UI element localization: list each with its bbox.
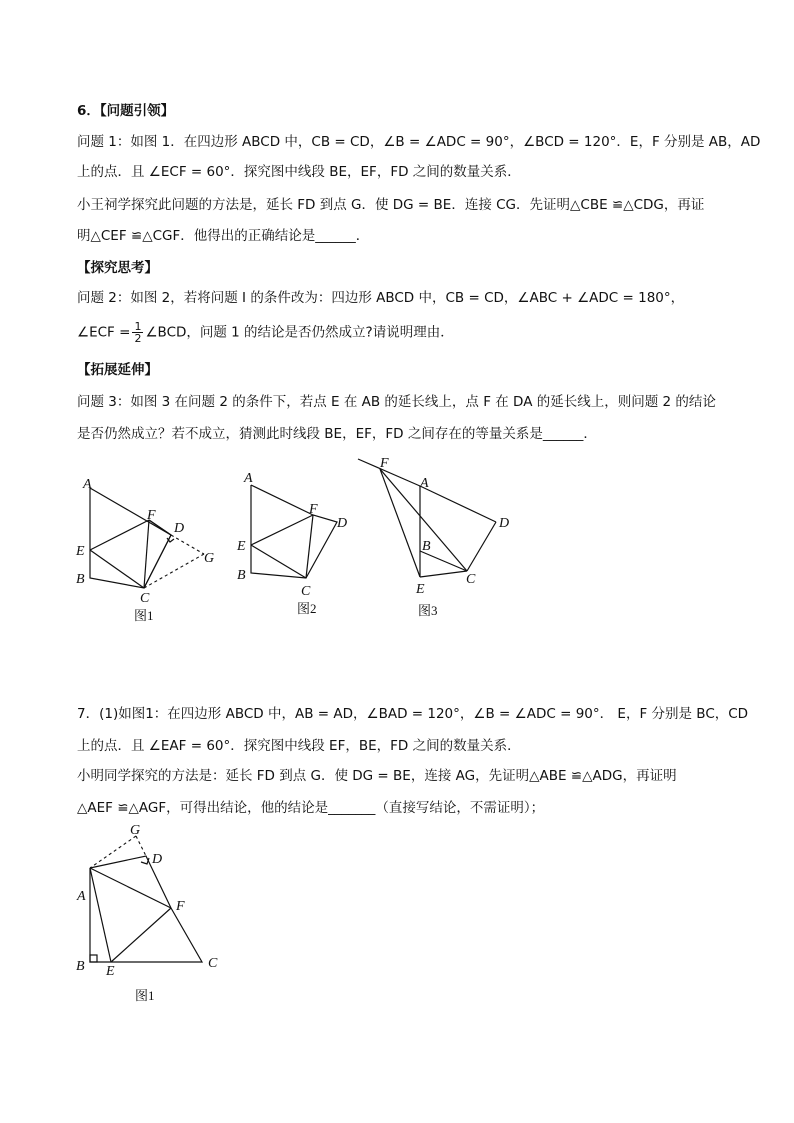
q6-extension-heading: 【拓展延伸】 xyxy=(77,362,158,378)
label-B: B xyxy=(422,539,431,554)
label-F: F xyxy=(380,456,389,471)
q6-problem1-line3: 小王祠学探究此问题的方法是，延长 FD 到点 G．使 DG = BE．连接 CG．先证明△CBE ≌△CDG，再证 xyxy=(77,197,705,213)
q7-line1: 7．(1)如图1：在四边形 ABCD 中，AB = AD，∠BAD = 120°，∠B = ∠ADC = 90°． E，F 分别是 BC，CD xyxy=(77,706,749,722)
label-D: D xyxy=(337,516,348,531)
label-C: C xyxy=(301,584,311,599)
label-E: E xyxy=(76,544,85,559)
label-D: D xyxy=(152,852,163,867)
label-G: G xyxy=(130,823,141,838)
fig1-caption: 图1 xyxy=(134,608,154,623)
fig3-caption: 图3 xyxy=(418,603,438,618)
label-D: D xyxy=(499,516,510,531)
q6-problem3-line2: 是否仍然成立？若不成立，猜测此时线段 BE，EF，FD 之间存在的等量关系是______． xyxy=(77,426,597,442)
label-B: B xyxy=(76,572,85,587)
label-A: A xyxy=(77,889,86,904)
q6-heading: 6．【问题引领】 xyxy=(77,103,175,119)
q7-line2: 上的点．且 ∠EAF = 60°．探究图中线段 EF，BE，FD 之间的数量关系． xyxy=(77,738,521,754)
q6-problem3-line1: 问题 3：如图 3 在问题 2 的条件下，若点 E 在 AB 的延长线上，点 F 在 DA 的延长线上，则问题 2 的结论 xyxy=(77,394,716,410)
q6-figure-2 xyxy=(233,465,363,625)
label-E: E xyxy=(416,582,425,597)
label-A: A xyxy=(83,477,92,492)
q7-line4: △AEF ≌△AGF，可得出结论，他的结论是_______（直接写结论，不需证明）； xyxy=(77,800,545,816)
q6-problem2-line1: 问题 2：如图 2，若将问题 I 的条件改为：四边形 ABCD 中，CB = CD，∠ABC + ∠ADC = 180°， xyxy=(77,290,685,306)
q7-fig-caption: 图1 xyxy=(135,988,155,1003)
q6-problem2-line2 xyxy=(77,321,454,344)
q6-problem2-rest: ∠BCD，问题 1 的结论是否仍然成立?请说明理由． xyxy=(145,324,454,341)
label-C: C xyxy=(208,956,218,971)
label-A: A xyxy=(244,471,253,486)
label-E: E xyxy=(106,964,115,979)
label-D: D xyxy=(174,521,185,536)
q6-problem1-line1: 问题 1：如图 1．在四边形 ABCD 中，CB = CD，∠B = ∠ADC = 90°，∠BCD = 120°．E，F 分别是 AB，AD xyxy=(77,134,761,150)
fig2-caption: 图2 xyxy=(297,601,317,616)
q7-figure-1 xyxy=(70,822,240,1012)
q6-figure-1 xyxy=(70,470,230,630)
label-F: F xyxy=(309,502,318,517)
label-F: F xyxy=(147,508,156,523)
label-F: F xyxy=(176,899,185,914)
label-C: C xyxy=(140,591,150,606)
q6-think-heading: 【探究思考】 xyxy=(77,260,158,276)
label-G: G xyxy=(204,551,215,566)
q6-problem1-line4: 明△CEF ≌△CGF．他得出的正确结论是______． xyxy=(77,228,370,244)
label-C: C xyxy=(466,572,476,587)
label-E: E xyxy=(237,539,246,554)
q7-line3: 小明同学探究的方法是：延长 FD 到点 G．使 DG = BE，连接 AG，先证明△ABE ≌△ADG，再证明 xyxy=(77,768,677,784)
one-half-fraction: $\frac{1}{2}$ xyxy=(134,320,142,345)
label-A: A xyxy=(420,476,429,491)
q6-problem2-angle: ∠ECF = xyxy=(77,324,131,341)
label-B: B xyxy=(237,568,246,583)
label-B: B xyxy=(76,959,85,974)
q6-problem1-line2: 上的点．且 ∠ECF = 60°．探究图中线段 BE，EF，FD 之间的数量关系． xyxy=(77,164,521,180)
q6-figure-3 xyxy=(350,455,530,625)
